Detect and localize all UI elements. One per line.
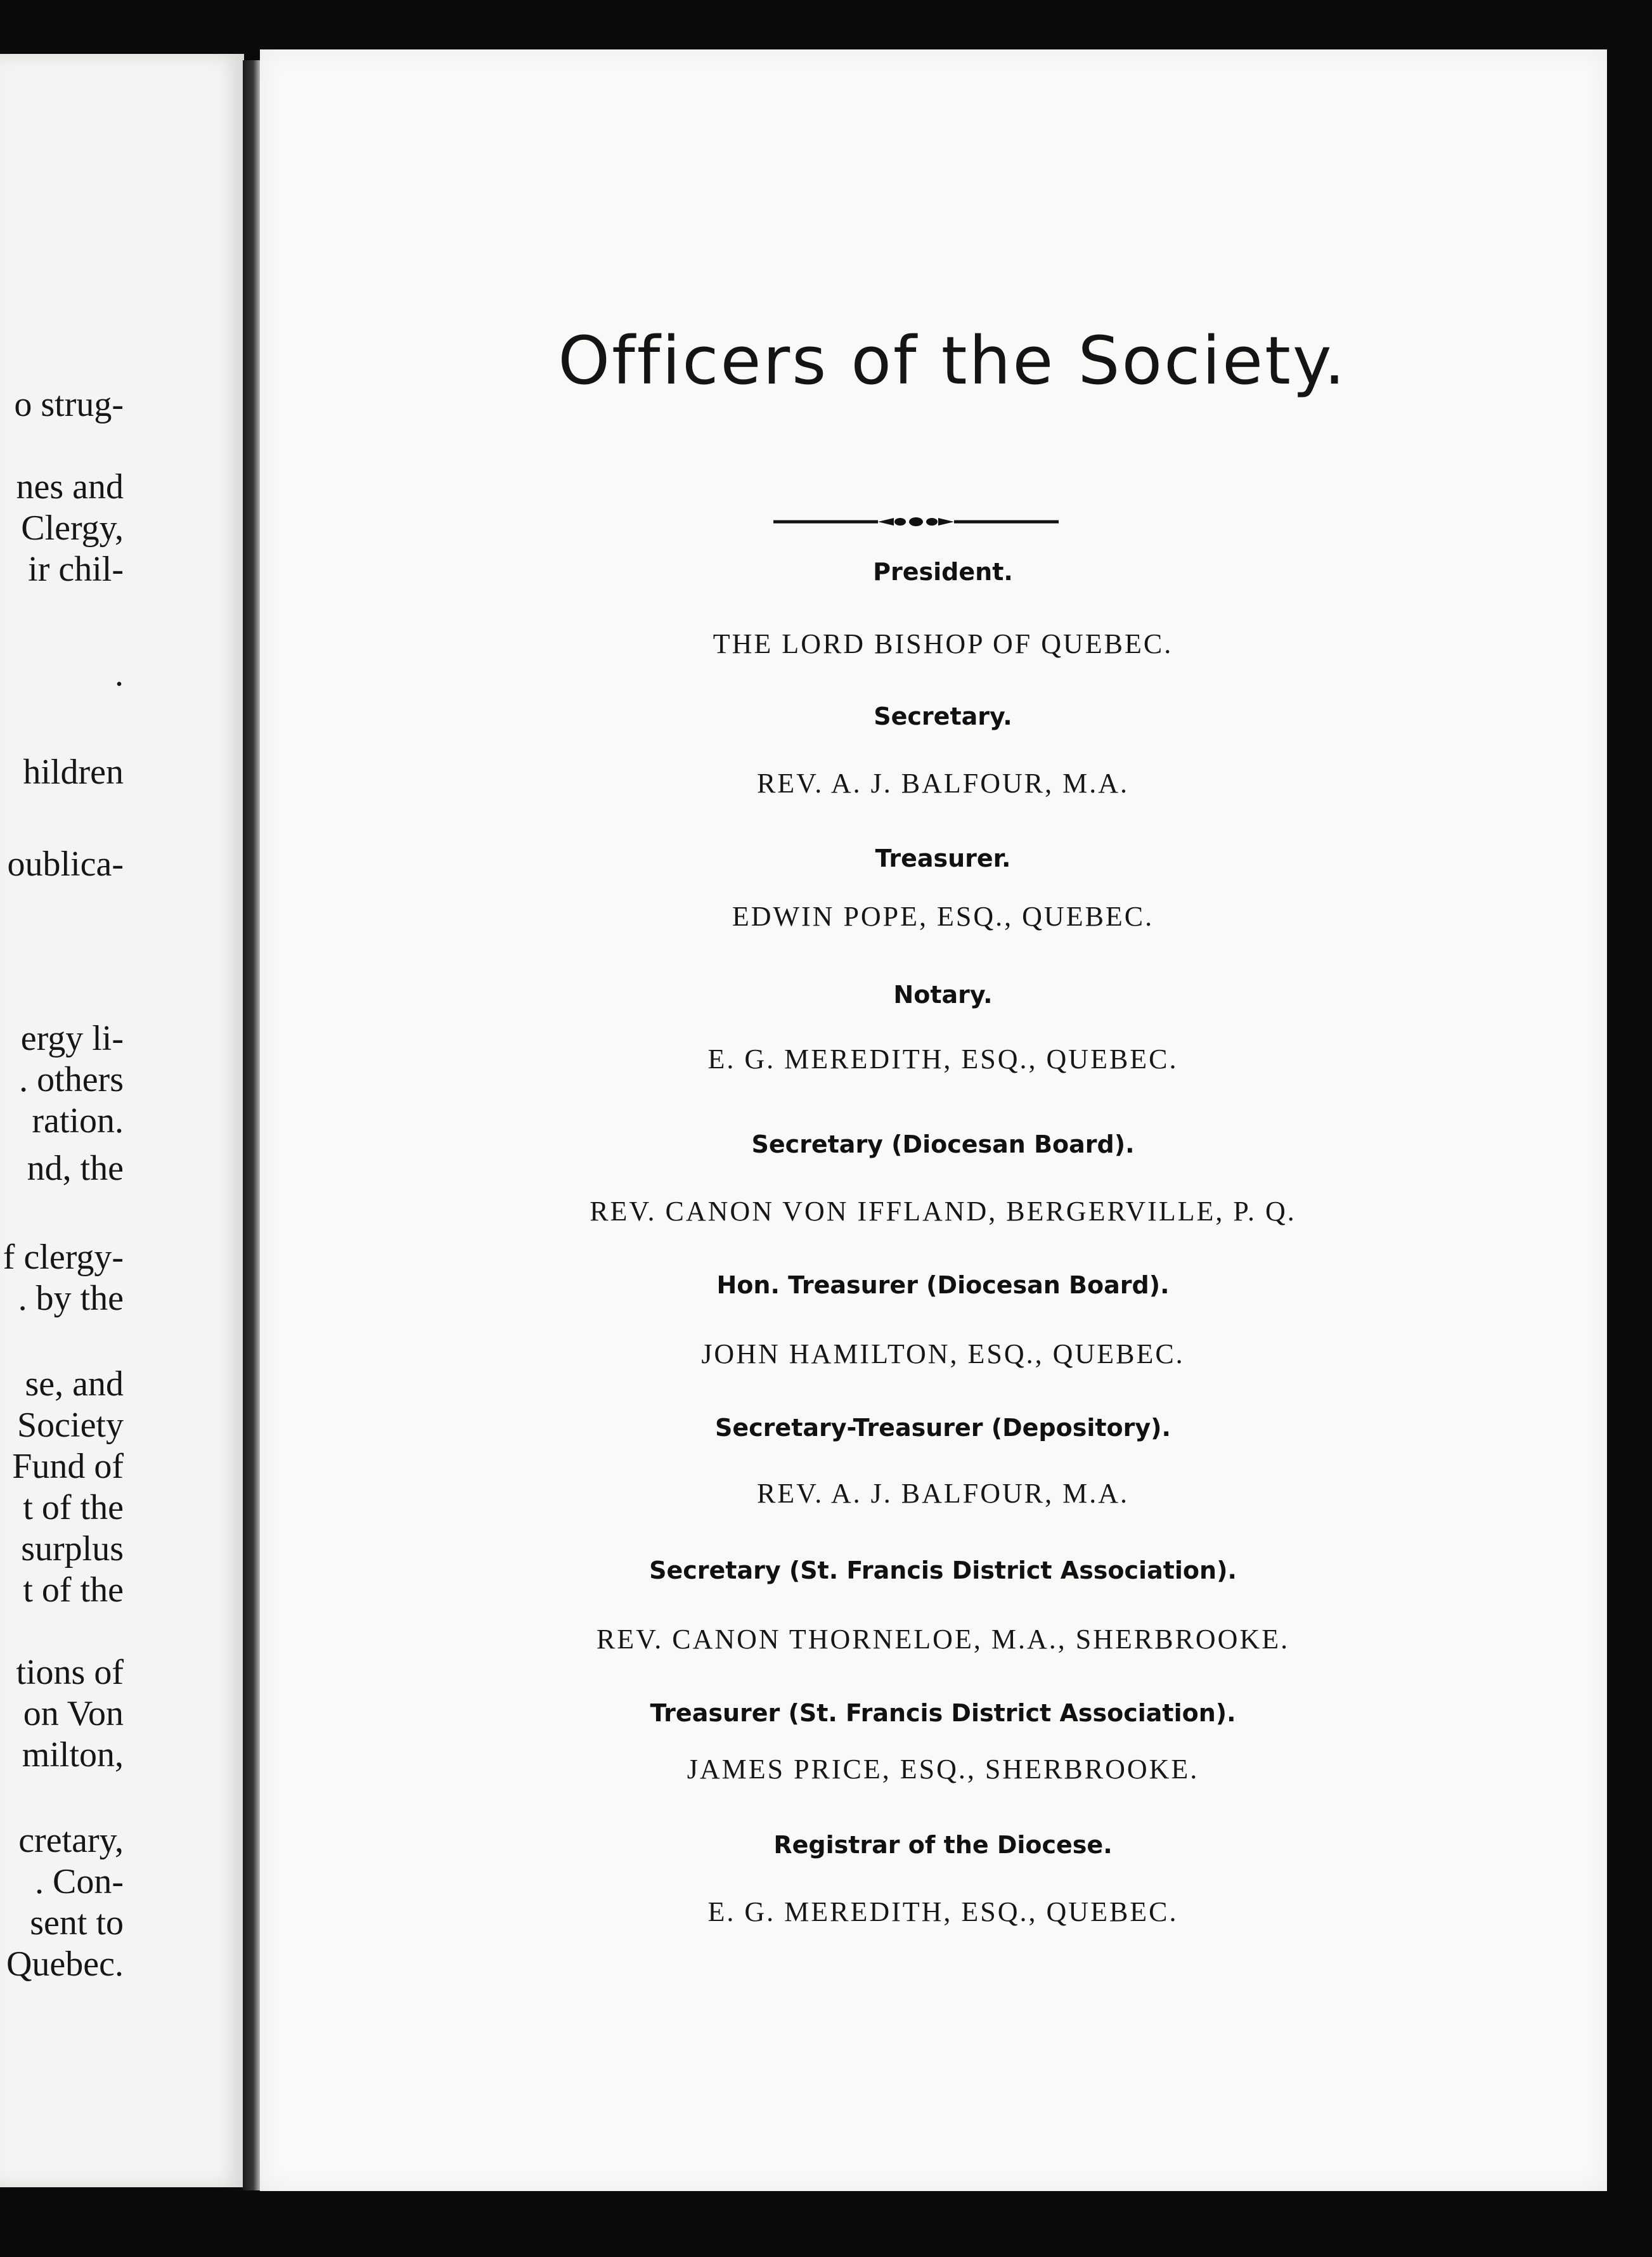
left-page-line: on Von [23,1694,124,1733]
officer-role: Registrar of the Diocese. [773,1831,1113,1859]
left-page-line: nes and [16,467,124,507]
officer-name: E. G. MEREDITH, ESQ., QUEBEC. [707,1896,1178,1927]
left-page-line: hildren [23,753,124,792]
officer-role: Secretary-Treasurer (Depository). [715,1414,1171,1442]
officers-page [260,49,1607,2191]
previous-page [0,54,244,2187]
left-page-line: oublica- [7,844,124,884]
left-page-line: nd, the [27,1149,124,1188]
left-page-line: Society [17,1406,124,1445]
left-page-line: ration. [32,1101,124,1141]
officer-role: Secretary (Diocesan Board). [751,1130,1135,1158]
left-page-line: ergy li- [20,1019,124,1058]
officer-name: THE LORD BISHOP OF QUEBEC. [713,628,1173,659]
officer-name: E. G. MEREDITH, ESQ., QUEBEC. [707,1044,1178,1075]
officer-role: President. [873,558,1013,586]
ornament-rule [773,512,1059,531]
left-page-line: Clergy, [21,508,124,548]
left-page-line: t of the [23,1488,124,1527]
left-page-line: o strug- [14,385,124,424]
left-page-line: Fund of [12,1447,124,1486]
page-title: Officers of the Society. [558,322,1347,399]
officer-role: Treasurer. [875,844,1011,872]
left-page-line: . Con- [35,1862,124,1901]
left-page-line: tions of [16,1653,124,1692]
left-page-line: t of the [23,1570,124,1610]
left-page-line: sent to [30,1903,124,1943]
officer-role: Hon. Treasurer (Diocesan Board). [716,1271,1170,1299]
left-page-line: surplus [21,1529,124,1568]
officer-role: Treasurer (St. Francis District Association). [650,1699,1236,1727]
left-page-line: . others [19,1060,124,1099]
left-page-line: . [115,654,124,694]
officer-role: Secretary. [874,702,1012,730]
left-page-line: . by the [18,1279,124,1318]
officer-name: EDWIN POPE, ESQ., QUEBEC. [732,901,1154,932]
officer-name: JOHN HAMILTON, ESQ., QUEBEC. [701,1338,1185,1369]
left-page-line: Quebec. [6,1944,124,1984]
left-page-line: milton, [22,1735,124,1775]
officer-name: REV. A. J. BALFOUR, M.A. [756,1478,1130,1509]
left-page-line: f clergy- [3,1238,124,1277]
officer-name: REV. A. J. BALFOUR, M.A. [756,768,1130,799]
officer-name: REV. CANON THORNELOE, M.A., SHERBROOKE. [596,1624,1290,1655]
book-spine [243,60,262,2190]
officer-role: Notary. [893,981,993,1009]
left-page-line: ir chil- [28,550,124,589]
officer-name: JAMES PRICE, ESQ., SHERBROOKE. [687,1754,1199,1785]
officer-name: REV. CANON VON IFFLAND, BERGERVILLE, P. Q. [590,1196,1296,1227]
left-page-line: cretary, [18,1821,124,1860]
left-page-line: se, and [25,1364,124,1404]
officer-role: Secretary (St. Francis District Association). [649,1556,1237,1584]
